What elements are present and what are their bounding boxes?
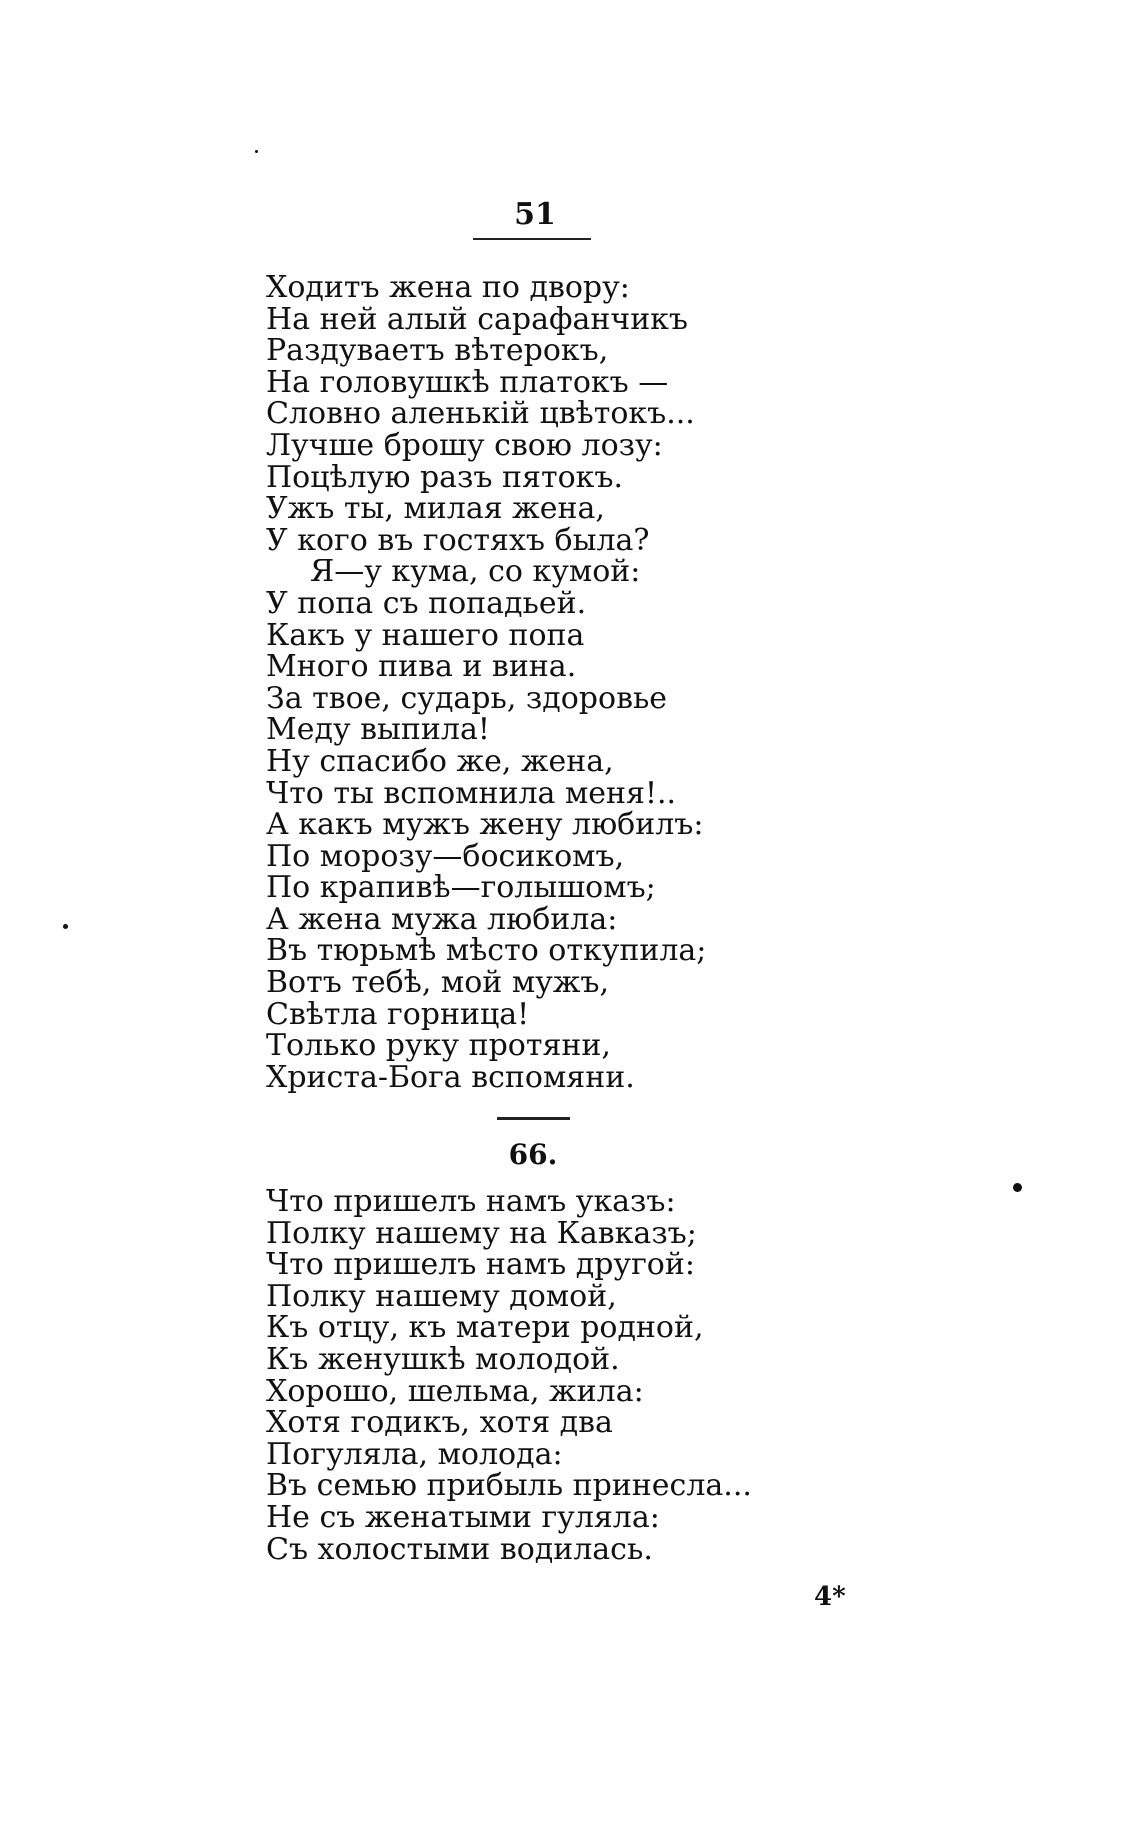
verse-line: Вотъ тебѣ, мой мужъ, [266,965,610,1001]
ink-speck [1013,1183,1022,1192]
verse-line: Лучше брошу свою лозу: [266,427,663,463]
verse-line: Только руку протяни, [266,1028,611,1064]
verse-line: Въ тюрьмѣ мѣсто откупила; [266,933,707,969]
verse-line: Поцѣлую разъ пятокъ. [266,459,623,495]
poem-stanza-2 [266,1186,752,1565]
verse-line: На ней алый сарафанчикъ [266,301,689,337]
verse-line: Раздуваетъ вѣтерокъ, [266,333,609,369]
verse-line: Ну спасибо же, жена, [266,743,614,779]
verse-line: Свѣтла горница! [266,996,530,1032]
verse-line: Много пива и вина. [266,649,577,685]
page-number-rule [473,238,591,240]
verse-line: Хотя годикъ, хотя два [266,1405,613,1441]
verse-line: Съ холостыми водилась. [266,1531,653,1567]
verse-line: За твое, сударь, здоровье [266,680,668,716]
verse-line: По крапивѣ—голышомъ; [266,870,656,906]
verse-line: Меду выпила! [266,712,490,748]
verse-line: Къ отцу, къ матери родной, [266,1310,704,1346]
verse-line: Христа-Бога вспомяни. [266,1059,635,1095]
ink-speck [63,924,68,929]
verse-line: Погуляла, молода: [266,1436,563,1472]
verse-line: А жена мужа любила: [266,901,618,937]
verse-line: Что пришелъ намъ указъ: [266,1184,676,1219]
verse-line: Хорошо, шельма, жила: [266,1373,644,1409]
verse-line: По морозу—босикомъ, [266,838,625,874]
section-divider [497,1117,570,1120]
page-number: 51 [514,197,556,232]
verse-line: А какъ мужъ жену любилъ: [266,807,704,843]
poem-stanza-1 [266,272,706,1093]
verse-line: Какъ у нашего попа [266,617,585,653]
section-number: 66. [508,1138,558,1171]
verse-line: Ходитъ жена по двору: [266,270,630,305]
verse-line: У кого въ гостяхъ была? [266,522,650,558]
verse-line: Полку нашему на Кавказъ; [266,1215,697,1251]
signature-mark: 4* [814,1582,846,1612]
verse-line: Я—у кума, со кумой: [310,554,641,590]
verse-line: Полку нашему домой, [266,1278,617,1314]
verse-line: Словно аленькій цвѣтокъ... [266,396,695,432]
verse-line: На головушкѣ платокъ — [266,364,669,400]
verse-line: Къ женушкѣ молодой. [266,1341,620,1377]
verse-line: Ужъ ты, милая жена, [266,491,605,527]
verse-line: Въ семью прибыль принесла... [266,1468,752,1504]
ink-speck [255,150,258,153]
verse-line: Что ты вспомнила меня!.. [266,775,677,811]
verse-line: У попа съ попадьей. [266,585,587,621]
verse-line: Что пришелъ намъ другой: [266,1247,695,1283]
verse-line: Не съ женатыми гуляла: [266,1499,660,1535]
